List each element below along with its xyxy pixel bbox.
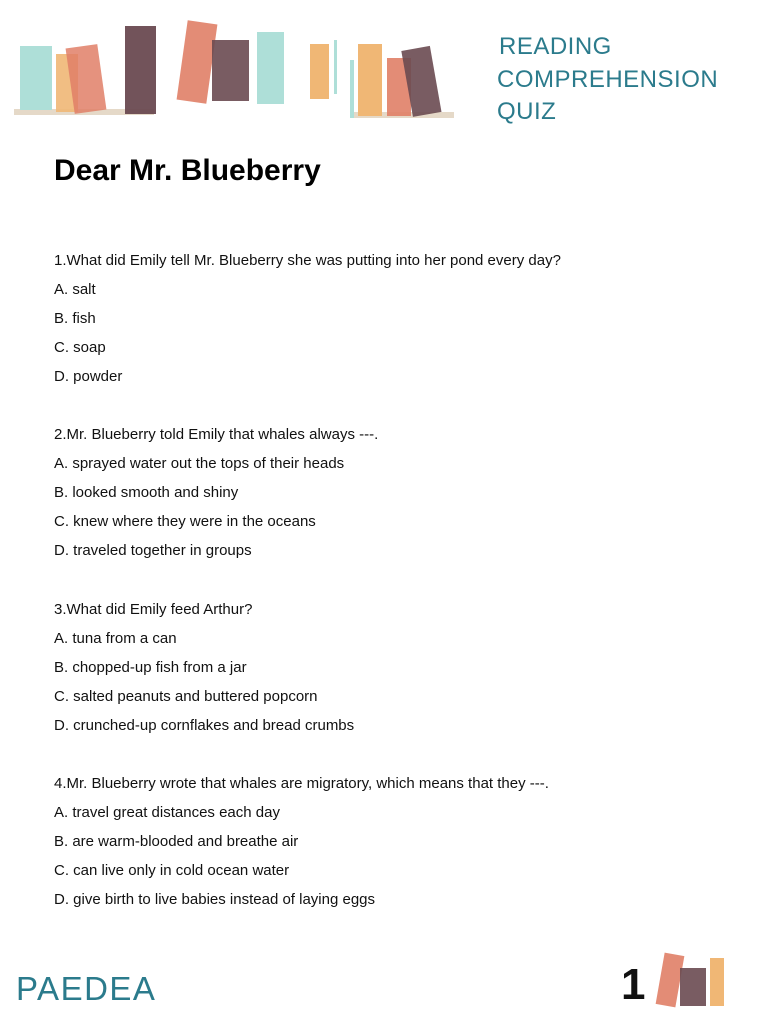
book-plum — [212, 40, 249, 101]
answer-option-c: C. soap — [54, 339, 106, 356]
answer-option-b: B. chopped-up fish from a jar — [54, 658, 247, 676]
answer-option-d: D. crunched-up cornflakes and bread crumbs — [54, 716, 355, 734]
question-prompt: 3.What did Emily feed Arthur? — [54, 600, 253, 618]
book-teal — [257, 32, 284, 104]
header-title-line: READING — [499, 33, 612, 60]
answer-option-a: A. travel great distances each day — [54, 803, 280, 821]
answer-option-d: D. traveled together in groups — [54, 542, 252, 560]
header-title-line: COMPREHENSION — [497, 65, 719, 93]
answer-option-a: A. tuna from a can — [54, 629, 177, 647]
answer-option-b: B. fish — [54, 310, 96, 327]
header-title-line: QUIZ — [497, 98, 557, 125]
answer-option-c: C. salted peanuts and buttered popcorn — [54, 687, 318, 705]
question-1 — [54, 246, 734, 391]
question-2 — [54, 420, 734, 565]
page-number: 1 — [621, 960, 646, 1009]
answer-option-d: D. powder — [54, 368, 123, 385]
answer-option-a: A. salt — [54, 281, 96, 298]
question-4 — [54, 769, 734, 914]
question-prompt: 4.Mr. Blueberry wrote that whales are migratory, which means that they ---. — [54, 774, 549, 792]
quiz-questions — [54, 246, 734, 943]
books-footer-illustration — [654, 950, 728, 1010]
brand-name: PAEDEA — [16, 970, 157, 1007]
question-3 — [54, 595, 734, 740]
answer-option-c: C. can live only in cold ocean water — [54, 861, 290, 879]
book-plum — [680, 968, 706, 1006]
answer-option-b: B. are warm-blooded and breathe air — [54, 832, 299, 850]
book-teal — [350, 60, 354, 118]
answer-option-a: A. sprayed water out the tops of their heads — [54, 455, 345, 473]
answer-option-b: B. looked smooth and shiny — [54, 484, 239, 502]
quiz-header-title — [497, 31, 718, 129]
book-orange — [310, 44, 329, 99]
answer-option-d: D. give birth to live babies instead of laying eggs — [54, 890, 376, 908]
answer-option-c: C. knew where they were in the oceans — [54, 513, 316, 531]
book-plum — [125, 26, 156, 114]
document-title: Dear Mr. Blueberry — [54, 154, 321, 187]
book-teal — [334, 40, 337, 94]
book-teal — [20, 46, 52, 110]
question-prompt: 2.Mr. Blueberry told Emily that whales always ---. — [54, 426, 379, 444]
books-illustration — [14, 18, 454, 123]
book-orange — [358, 44, 382, 116]
book-salmon — [177, 20, 218, 103]
question-prompt: 1.What did Emily tell Mr. Blueberry she was putting into her pond every day? — [54, 252, 561, 269]
book-orange — [710, 958, 724, 1006]
